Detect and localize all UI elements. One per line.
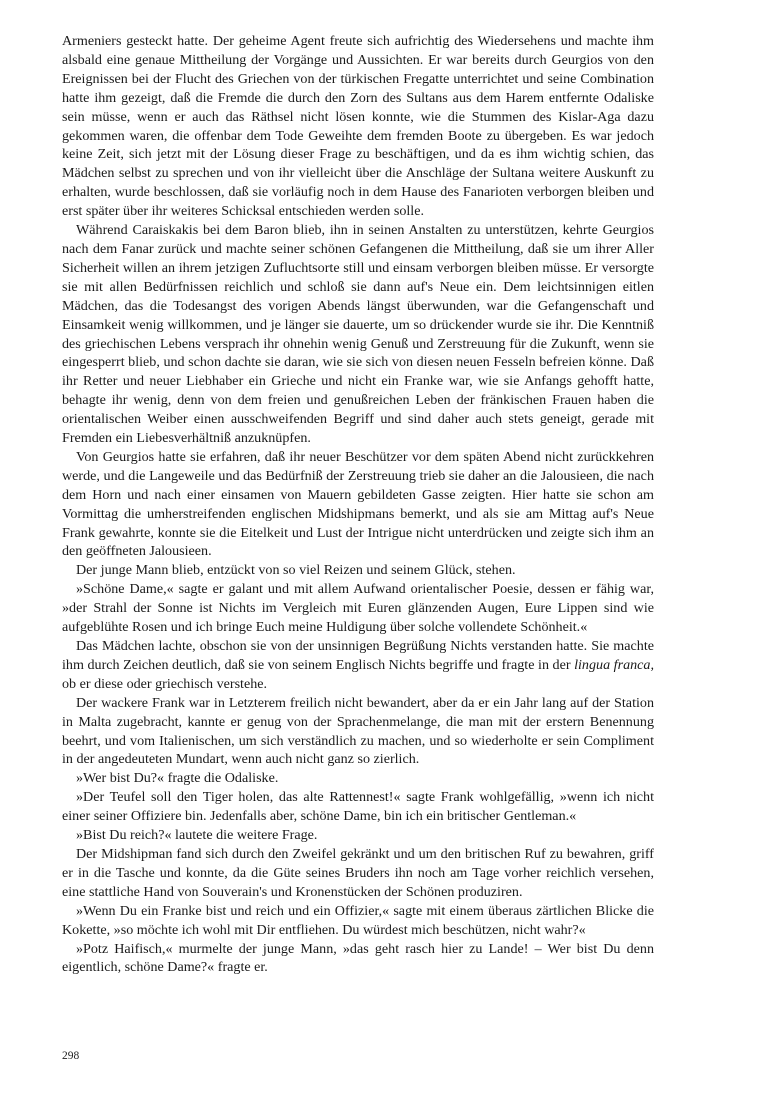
paragraph-7: Der wackere Frank war in Letzterem freilich nicht bewandert, aber da er ein Jahr lang auf der Station in Malta zugebracht, kannte er genug von der Sprachenmelange, die man mit der erstern Benennung beehrt, und vom Italienischen, um sich verständlich zu machen, und so wiederholte er sein Compliment in der angedeuteten Mundart, wenn auch nicht ganz so zierlich. bbox=[62, 694, 654, 768]
paragraph-13: »Potz Haifisch,« murmelte der junge Mann, »das geht rasch hier zu Lande! – Wer bist Du denn eigentlich, schöne Dame?« fragte er. bbox=[62, 940, 654, 976]
paragraph-1: Armeniers gesteckt hatte. Der geheime Agent freute sich aufrichtig des Wiedersehens und machte ihm alsbald eine genaue Mittheilung der Vorgänge und Aussichten. Er war bereits durch Geurgios von den Ereignissen bei der Flucht des Griechen von der türkischen Fregatte unterrichtet und seine Combination hatte ihm gezeigt, daß die Fremde die durch den Zorn des Sultans aus dem Harem entfernte Odaliske sein müsse, wenn er auch das Räthsel nicht lösen konnte, wie die Stummen des Kislar-Aga dazu gekommen waren, die offenbar dem Tode Geweihte dem fremden Boote zu übergeben. Es war jedoch keine Zeit, sich jetzt mit der Lösung dieser Frage zu beschäftigen, und da es ihm wichtig schien, das Mädchen selbst zu sprechen und von ihr vielleicht über die Anschläge der Sultana weitere Auskunft zu erhalten, wurde beschlossen, daß sie vorläufig noch in dem Hause des Fanarioten verborgen bleiben und erst später über ihr weiteres Schicksal entschieden werden solle. bbox=[62, 33, 654, 220]
paragraph-10: »Bist Du reich?« lautete die weitere Frage. bbox=[76, 827, 318, 844]
paragraph-4: Der junge Mann blieb, entzückt von so viel Reizen und seinem Glück, stehen. bbox=[76, 562, 516, 579]
paragraph-9: »Der Teufel soll den Tiger holen, das alte Rattennest!« sagte Frank wohlgefällig, »wenn ich nicht einer seiner Offiziere bin. Jedenfalls aber, schöne Dame, bin ich ein britischer Gentleman.« bbox=[62, 789, 654, 825]
paragraph-8: »Wer bist Du?« fragte die Odaliske. bbox=[76, 770, 279, 787]
paragraph-5: »Schöne Dame,« sagte er galant und mit allem Aufwand orientalischer Poesie, dessen er fähig war, »der Strahl der Sonne ist Nichts im Vergleich mit Euren glänzenden Augen, Eure Lippen sind wie aufgeblühte Rosen und ich bringe Euch meine Huldigung über solche vollendete Schönheit.« bbox=[62, 581, 654, 636]
paragraph-6-text: Das Mädchen lachte, obschon sie von der unsinnigen Begrüßung Nichts verstanden hatte. Sie machte ihm durch Zeichen deutlich, daß sie von seinem Englisch Nichts begriffe und fragte in der bbox=[62, 638, 654, 673]
paragraph-12: »Wenn Du ein Franke bist und reich und ein Offizier,« sagte mit einem überaus zärtlichen Blicke die Kokette, »so möchte ich wohl mit Dir entfliehen. Du würdest mich beschützen, nicht wahr?« bbox=[62, 902, 654, 938]
paragraph-6-tail: ob er diese oder griechisch verstehe. bbox=[62, 675, 268, 692]
page-number: 298 bbox=[62, 1050, 80, 1062]
paragraph-2: Während Caraiskakis bei dem Baron blieb, ihn in seinen Anstalten zu unterstützen, kehrte Geurgios nach dem Fanar zurück und machte seiner schönen Gefangenen die Mittheilung, daß sie um ihrer Aller Sicherheit willen an ihrem jetzigen Zufluchtsorte still und einsam verborgen bleiben müsse. Er versorgte sie mit allen Bedürfnissen reichlich und schloß sie dann auf's Neue ein. Dem leichtsinnigen eitlen Mädchen, das die Todesangst des vorigen Abends längst überwunden, war die Gefangenschaft und Einsamkeit wenig willkommen, und je länger sie dauerte, um so drückender wurde sie ihr. Die Kenntniß des griechischen Lebens versprach ihr ohnehin wenig Genuß und Zerstreuung für die Zukunft, wenn sie eingesperrt blieb, und schon dachte sie daran, wie sie sich von diesen neuen Fesseln befreien könne. Daß ihr Retter und neuer Liebhaber ein Grieche und nicht ein Franke war, wie sie Anfangs gehofft hatte, behagte ihr wenig, denn von dem freien und genußreichen Leben der fränkischen Frauen haben die orientalischen Weiber einen ausschweifenden Begriff und sind daher auch stets geneigt, gerade mit Fremden ein Liebesverhältniß anzuknüpfen. bbox=[62, 222, 654, 447]
paragraph-3: Von Geurgios hatte sie erfahren, daß ihr neuer Beschützer vor dem späten Abend nicht zurückkehren werde, und die Langeweile und das Bedürfniß der Zerstreuung trieb sie daher an die Jalousieen, die nach dem Horn und nach einer einsamen von Mauern gebildeten Gasse zeigten. Hier hatte sie schon am Vormittag die umherstreifenden englischen Midshipmans bemerkt, und als sie am Mittag auf's Neue Frank gewahrte, konnte sie die Eitelkeit und Lust der Intrigue nicht unterdrücken und zeigte sich ihm an den geöffneten Jalousieen. bbox=[62, 448, 654, 560]
page-body bbox=[62, 32, 654, 977]
paragraph-6 bbox=[62, 637, 654, 694]
paragraph-6-italic: lingua franca, bbox=[574, 656, 654, 673]
paragraph-11: Der Midshipman fand sich durch den Zweifel gekränkt und um den britischen Ruf zu bewahren, griff er in die Tasche und konnte, da die Güte seines Bruders ihn noch am Tage vorher reichlich versehen, eine stattliche Hand von Souverain's und Kronenstücken der Schönen produziren. bbox=[62, 845, 654, 900]
